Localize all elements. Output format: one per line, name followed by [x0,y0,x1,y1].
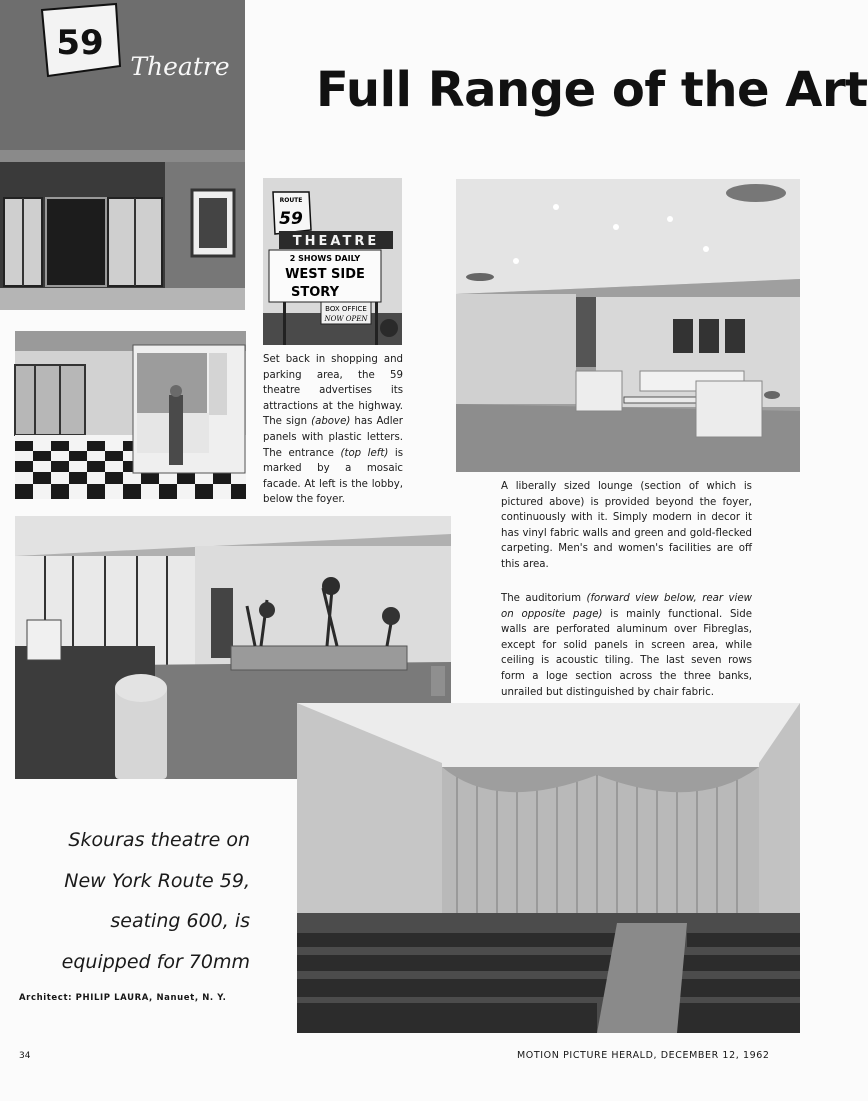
caption-auditorium-text-2: is mainly functional. Side walls are perforated aluminum over Fibreglas, except for solid panels in screen area, while ceiling is acoustic tiling. The last seven rows form a loge section across the three banks, unrailed but distinguished by chair fabric. [501,608,752,698]
photo-roadside-sign [263,178,402,345]
photo-box-office [15,331,246,499]
pull-quote-line: equipped for 70mm [61,950,250,973]
architect-credit: Architect: PHILIP LAURA, Nanuet, N. Y. [19,993,227,1003]
publication-footer: MOTION PICTURE HERALD, DECEMBER 12, 1962 [517,1050,770,1061]
caption-auditorium [501,591,752,700]
caption-sign-text-2: has Adler panels with plastic letters. The entrance [263,416,403,459]
page-headline: Full Range of the Art [316,62,868,118]
marquee-line-3: STORY [291,285,339,300]
marquee-line-1: 2 SHOWS DAILY [289,254,361,263]
page-number: 34 [19,1051,31,1061]
marquee-line-5: NOW OPEN [324,315,368,323]
caption-lounge: A liberally sized lounge (section of which is pictured above) is provided beyond the foyer, continuously with it. Simply modern in decor it has vinyl fabric walls and green and gold-flecked carpeting. Men's and women's facilities are off this area. [501,481,752,570]
caption-sign-italic-2: (top left) [340,447,389,459]
pull-quote-line: New York Route 59, [64,869,250,892]
caption-auditorium-text-1: The auditorium [501,593,587,604]
caption-sign-text-3: is marked by a mosaic facade. At left is the lobby, below the foyer. [263,447,404,506]
caption-auditorium-italic: (forward view below, rear view on opposite page) [501,593,752,620]
photo-exterior-entrance [0,0,245,310]
marquee-route-number: 59 [279,209,303,229]
caption-sign [263,352,403,508]
marquee-line-4: BOX OFFICE [325,305,367,313]
marquee-line-2: WEST SIDE [285,267,365,282]
caption-sign-text-1: Set back in shopping and parking area, the 59 theatre advertises its attractions at the highway. The sign [263,354,403,428]
pull-quote [20,820,250,982]
pull-quote-line: seating 600, is [110,910,250,932]
caption-sign-italic-1: (above) [311,416,351,428]
exterior-sign-word: Theatre [130,52,230,81]
pull-quote-line: Skouras theatre on [68,829,250,851]
photo-auditorium [297,703,800,1033]
marquee-route-label: ROUTE [279,197,303,204]
marquee-theatre-letters: THEATRE [292,234,380,249]
photo-lounge [456,179,800,472]
exterior-sign-number: 59 [56,23,104,63]
